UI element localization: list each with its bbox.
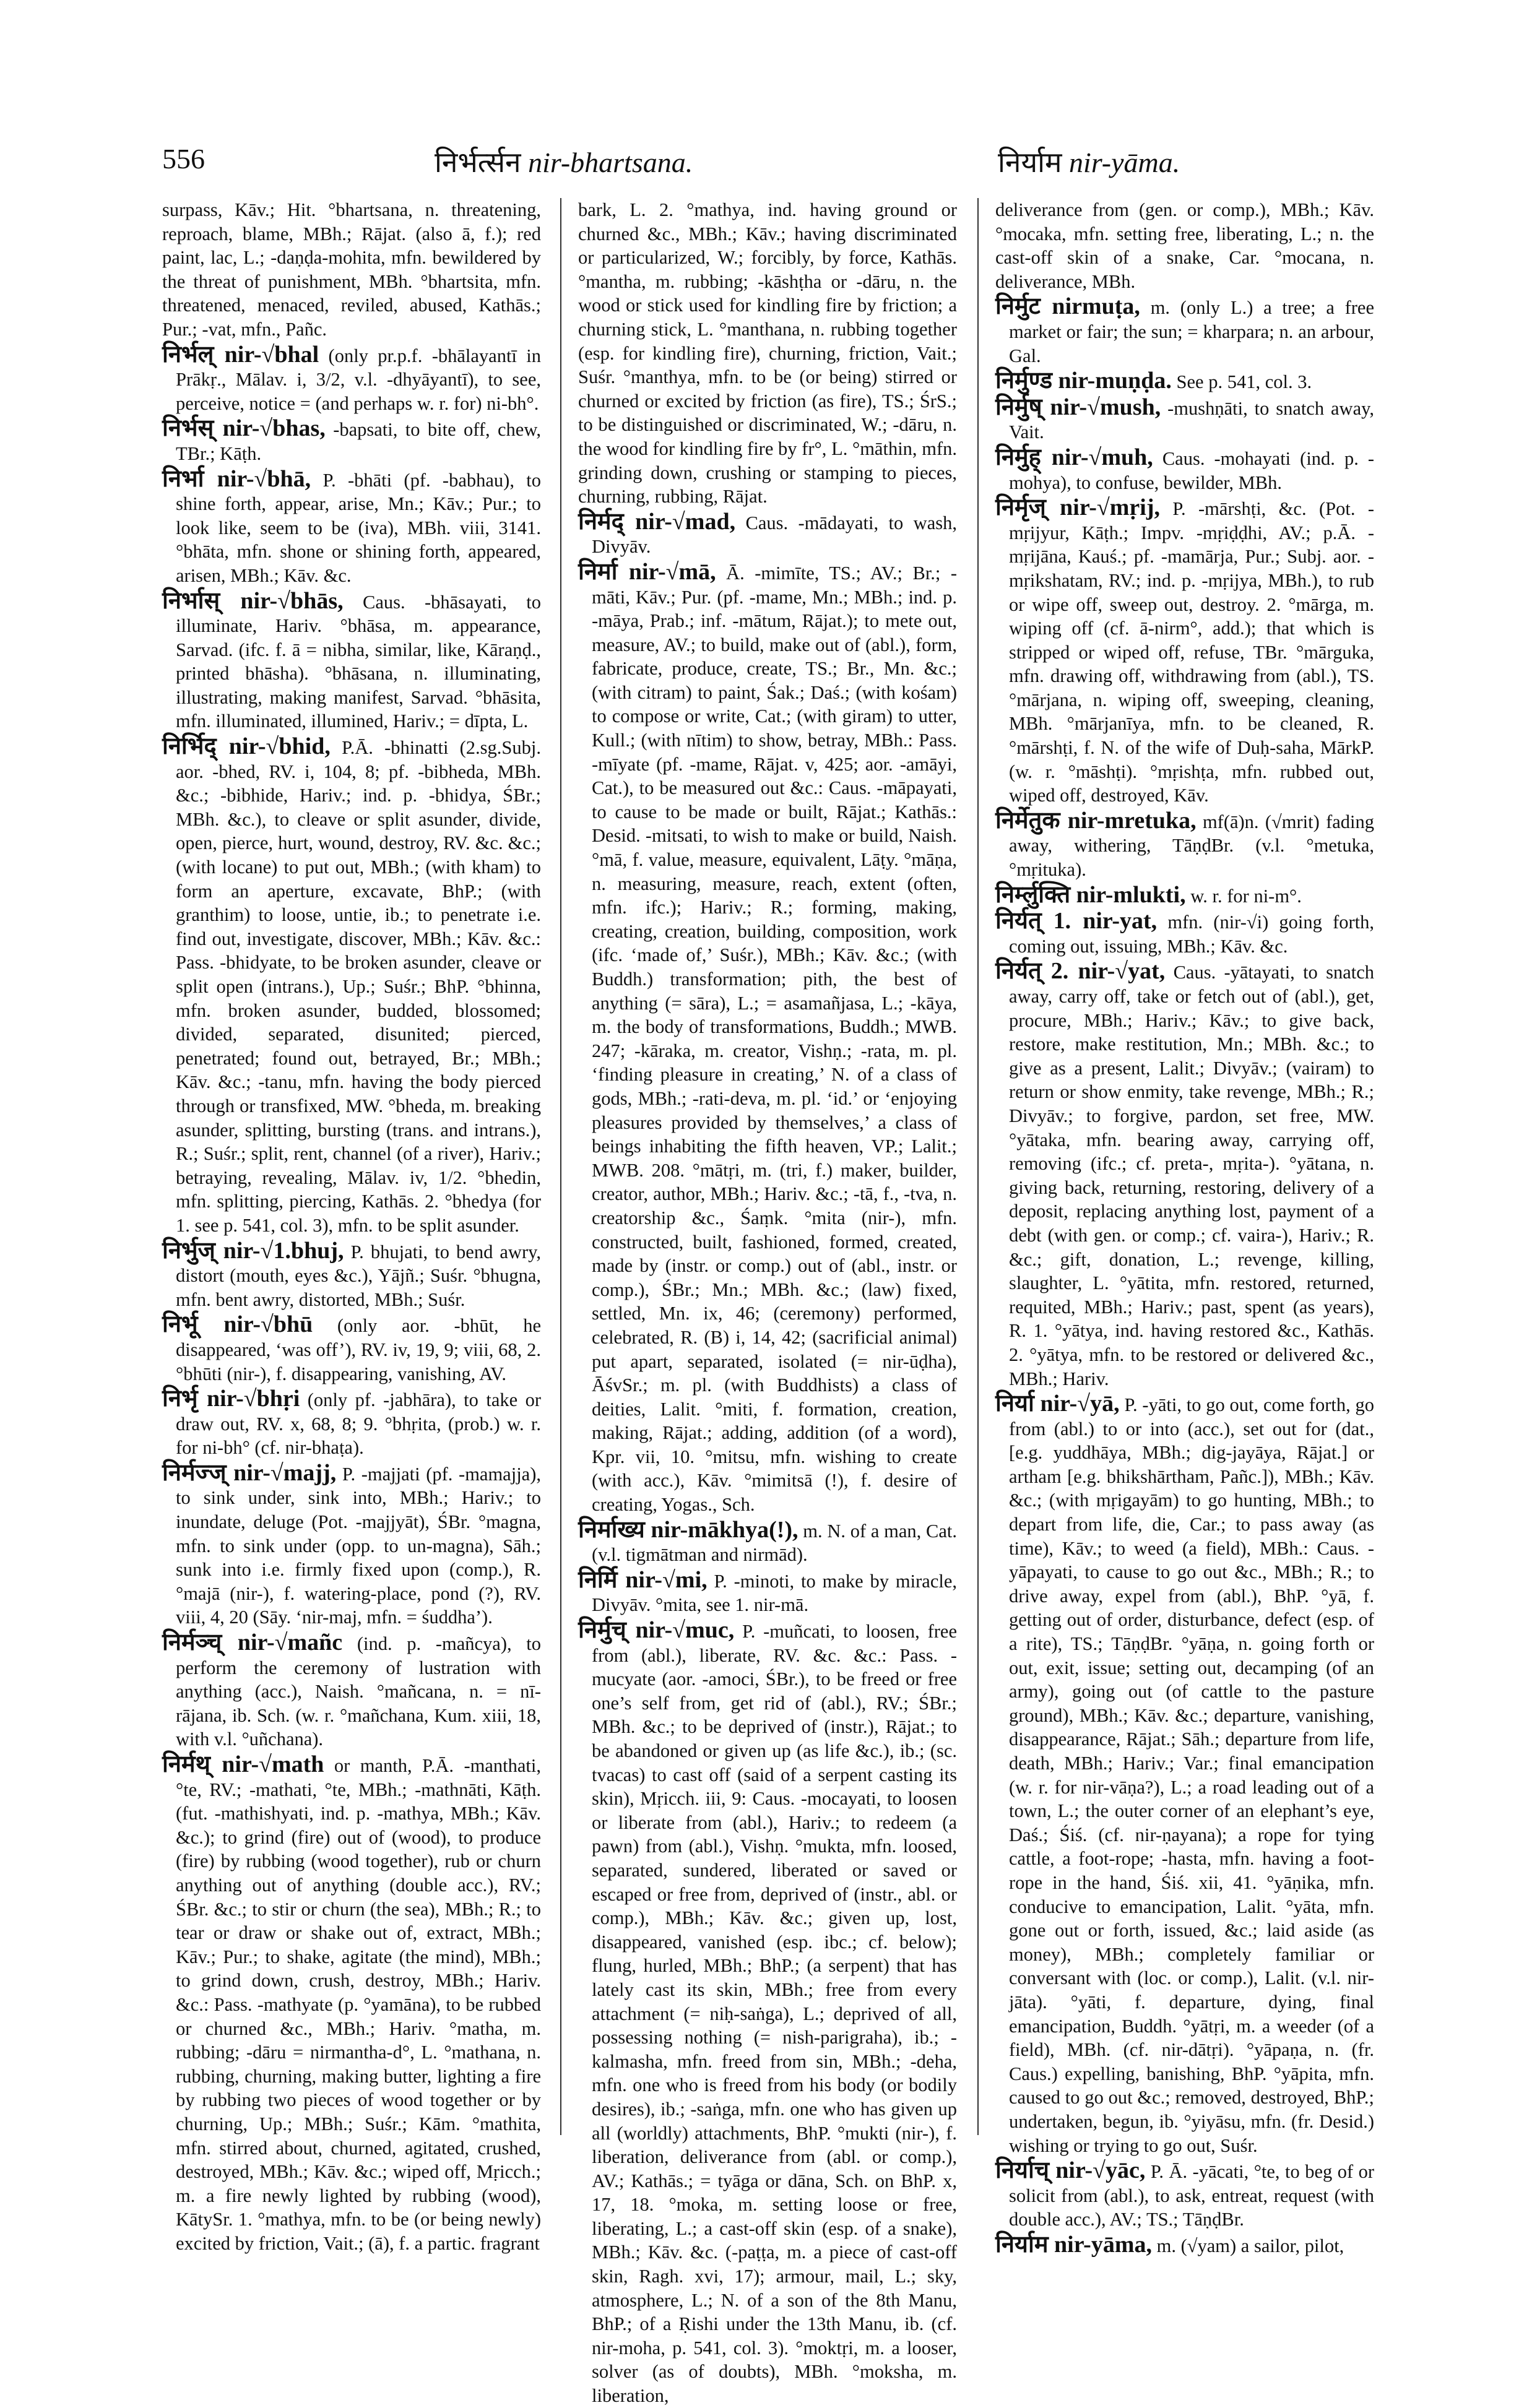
entry-headword: निर्मुह् nir-√muh, bbox=[995, 444, 1153, 470]
dictionary-entry bbox=[162, 416, 541, 465]
entry-text: w. r. for ni-m°. bbox=[1190, 885, 1302, 907]
dictionary-entry bbox=[995, 295, 1374, 368]
right-head-translit: nir-yāma. bbox=[1069, 147, 1180, 178]
dictionary-entry bbox=[995, 809, 1374, 882]
entry-headword: निर्मञ्च् nir-√mañc bbox=[162, 1629, 343, 1656]
entry-text: P.Ā. -bhinatti (2.sg.Subj. aor. -bhed, RV. i, 104, 8; pf. -bibheda, MBh. &c.; -bibhide, Hariv.; ind. p. -bhidya, ŚBr.; MBh. &c.), to cleave or split asunder, divide, open, pierce, hurt, wound, destroy, RV. &c. &c.; (with locane) to put out, MBh.; (with kham) to form an aperture, excavate, BhP.; (with granthim) to loose, untie, ib.; to penetrate i.e. find out, investigate, discover, MBh.; Kāv. &c.: Pass. -bhidyate, to be broken asunder, cleave or split open (intrans.), Up.; Suśr.; BhP. °bhinna, mfn. broken asunder, budded, blossomed; divided, separated, disunited; pierced, penetrated; found out, betrayed, Br.; MBh.; Kāv. &c.; -tanu, mfn. having the body pierced through or transfixed, MW. °bheda, m. breaking asunder, splitting, bursting (trans. and intrans.), R.; Suśr.; split, rent, channel (of a river), Hariv.; betraying, revealing, Mālav. iv, 1/2. °bhedin, mfn. splitting, piercing, Kathās. 2. °bhedya (for 1. see p. 541, col. 3), mfn. to be split asunder. bbox=[176, 737, 541, 1236]
entry-text: Caus. -mohayati (ind. p. -mohya), to confuse, bewilder, MBh. bbox=[1009, 447, 1374, 493]
entry-text: (only aor. -bhūt, he disappeared, ‘was off’), RV. iv, 19, 9; viii, 68, 2. °bhūti (nir-), f. disappearing, vanishing, AV. bbox=[176, 1315, 541, 1384]
dictionary-entry bbox=[162, 198, 541, 342]
dictionary-entry bbox=[162, 735, 541, 1237]
entry-text: deliverance from (gen. or comp.), MBh.; Kāv. °mocaka, mfn. setting free, liberating, L.; n. the cast-off skin of a snake, Car. °mocana, n. deliverance, MBh. bbox=[995, 199, 1374, 292]
entry-headword: निर्यत् 1. nir-yat, bbox=[995, 908, 1158, 934]
entry-headword: निर्मद् nir-√mad, bbox=[578, 508, 736, 535]
dictionary-entry bbox=[995, 496, 1374, 808]
entry-headword: निर्भुज् nir-√1.bhuj, bbox=[162, 1237, 344, 1264]
entry-text: P. -bhāti (pf. -babhau), to shine forth, appear, arise, Mn.; Kāv.; Pur.; to look like, seem to be (iva), MBh. viii, 3141. °bhāta, mfn. shone or shining forth, appeared, arisen, MBh.; Kāv. &c. bbox=[176, 469, 541, 586]
entry-headword: निर्मुट nirmuṭa, bbox=[995, 293, 1140, 320]
right-head-devanagari: निर्याम bbox=[998, 147, 1062, 178]
entry-text: Ā. -mimīte, TS.; AV.; Br.; -māti, Kāv.; Pur. (pf. -mame, Mn.; MBh.; ind. p. -māya, Prab.; inf. -mātum, Rājat.); to mete out, measure, AV.; to build, make out of (abl.), form, fabricate, produce, create, TS.; Br., Mn. &c.; (with citram) to paint, Śak.; Daś.; (with kośam) to compose or write, Cat.; (with giram) to utter, Kull.; (with nītim) to show, betray, MBh.: Pass. -mīyate (pf. -mame, Rājat. v, 425; aor. -amāyi, Cat.), to be measured out &c.: Caus. -māpayati, to cause to be made or built, Rājat.; Kathās.: Desid. -mitsati, to wish to make or build, Naish. °mā, f. value, measure, equivalent, Lāṭy. °māṇa, n. measuring, measure, reach, extent (often, mfn. ifc.); Hariv.; R.; forming, making, creating, creation, building, composition, work (ifc. ‘made of,’ Suśr.), MBh.; Kāv. &c.; (with Buddh.) transformation; pith, the best of anything (= sāra), L.; = asamañjasa, L.; -kāya, m. the body of transformations, Buddh.; MWB. 247; -kāraka, m. creator, Vishṇ.; -rata, m. pl. ‘finding pleasure in creating,’ N. of a class of gods, MBh.; -rati-deva, m. pl. ‘id.’ or ‘enjoying pleasures provided by themselves,’ a class of beings inhabiting the fifth heaven, VP.; Lalit.; MWB. 208. °mātṛi, m. (tri, f.) maker, builder, creator, author, MBh.; Hariv. &c.; -tā, f., -tva, n. creatorship &c., Śaṃk. °mita (nir-), mfn. constructed, built, fashioned, formed, created, made by (instr. or comp.) out of (abl., instr. or comp.), ŚBr.; Mn.; MBh. &c.; (law) fixed, settled, Mn. ix, 46; (ceremony) performed, celebrated, R. (B) i, 14, 42; (sacrificial animal) put apart, separated, isolated (= nir-ūḍha), ĀśvSr.; m. pl. (with Buddhists) a class of deities, Lalit. °miti, f. formation, creation, making, Rājat.; adding, addition (of a word), Kpr. vii, 10. °mitsu, mfn. wishing to create (with acc.), Kāv. °mimitsā (!), f. desire of creating, Yogas., Sch. bbox=[592, 562, 957, 1516]
entry-headword: निर्भल् nir-√bhal bbox=[162, 341, 319, 368]
dictionary-entry bbox=[995, 883, 1374, 908]
dictionary-entry bbox=[995, 2159, 1374, 2232]
dictionary-entry bbox=[995, 959, 1374, 1391]
entry-text: See p. 541, col. 3. bbox=[1176, 371, 1312, 393]
dictionary-entry bbox=[578, 560, 957, 1517]
entry-text: P. Ā. -yācati, °te, to beg of or solicit from (abl.), to ask, entreat, request (with double acc.), AV.; TS.; TāṇḍBr. bbox=[1009, 2161, 1375, 2230]
entry-headword: निर्मा nir-√mā, bbox=[578, 558, 716, 585]
column-2 bbox=[578, 198, 957, 2407]
dictionary-entry bbox=[995, 909, 1374, 958]
entry-headword: निर्मुच् nir-√muc, bbox=[578, 1617, 735, 1644]
page-header bbox=[162, 142, 1374, 186]
entry-headword: निर्भा nir-√bhā, bbox=[162, 465, 311, 492]
entry-text: (ind. p. -mañcya), to perform the ceremony of lustration with anything (acc.), Naish. °mañcana, n. = nī-rājana, ib. Sch. (w. r. °mañchana, Kum. xiii, 18, with v.l. °uñchana). bbox=[176, 1633, 541, 1750]
entry-text: Caus. -mādayati, to wash, Divyāv. bbox=[592, 512, 957, 558]
entry-text: mf(ā)n. (√mrit) fading away, withering, TāṇḍBr. (v.l. °metuka, °mṛituka). bbox=[1009, 811, 1374, 881]
entry-headword: निर्मुण्ड nir-muṇḍa. bbox=[995, 368, 1172, 394]
dictionary-entry bbox=[995, 2233, 1374, 2258]
dictionary-entry bbox=[162, 343, 541, 416]
left-head-translit: nir-bhartsana. bbox=[528, 147, 693, 178]
entry-headword: निर्मज्ज् nir-√majj, bbox=[162, 1459, 337, 1486]
dictionary-entry bbox=[162, 1239, 541, 1312]
entry-headword: निर्भस् nir-√bhas, bbox=[162, 415, 326, 442]
entry-text: m. N. of a man, Cat. (v.l. tigmātman and nirmād). bbox=[592, 1520, 957, 1566]
entry-text: Caus. -yātayati, to snatch away, carry off, take or fetch out of (abl.), get, procure, MBh.; Hariv.; Kāv.; to give back, restore, make restitution, Mn.; MBh. &c.; to give as a present, Lalit.; Divyāv.; (vairam) to return or show enmity, take revenge, MBh.; R.; Divyāv.; to forgive, pardon, set free, MW. °yātaka, mfn. bearing away, carrying off, removing (ifc.; cf. preta-, mṛita-). °yātana, n. giving back, returning, restoring, delivery of a deposit, replacing anything lost, payment of a debt (with gen. or comp.; cf. vaira-), Hariv.; R. &c.; gift, donation, L.; revenge, killing, slaughter, L. °yātita, mfn. restored, returned, requited, MBh.; Hariv.; past, spent (as years), R. 1. °yātya, ind. having restored &c., Kathās. 2. °yātya, mfn. to be restored or delivered &c., MBh.; Hariv. bbox=[1009, 962, 1374, 1389]
dictionary-entry bbox=[162, 1631, 541, 1751]
entry-headword: निर्मुष् nir-√mush, bbox=[995, 394, 1161, 420]
entry-headword: निर्मथ् nir-√math bbox=[162, 1751, 324, 1777]
dictionary-entry bbox=[162, 589, 541, 734]
entry-text: or manth, P.Ā. -manthati, °te, RV.; -mathati, °te, MBh.; -mathnāti, Kāṭh. (fut. -mathishyati, ind. p. -mathya, MBh.; Kāv. &c.); to grind (fire) out of (wood), to produce (fire) by rubbing (wood together), rub or churn anything out of anything (double acc.), RV.; ŚBr. &c.; to stir or churn (the sea), MBh.; R.; to tear or draw or shake out of, extract, MBh.; Kāv.; Pur.; to shake, agitate (the mind), MBh.; to grind down, crush, destroy, MBh.; Hariv. &c.: Pass. -mathyate (p. °yamāna), to be rubbed or churned &c., MBh.; Hariv. °matha, m. rubbing; -dāru = nirmantha-d°, L. °mathana, n. rubbing, churning, making butter, lighting a fire by rubbing two pieces of wood together or by churning, Up.; MBh.; Suśr.; Kām. °mathita, mfn. stirred about, churned, agitated, crushed, destroyed, MBh.; Kāv. &c.; wiped off, Mṛicch.; m. a fire newly lighted by rubbing (wood), KātySr. 1. °mathya, mfn. to be (or being newly) excited by friction, Vait.; (ā), f. a partic. fragrant bbox=[176, 1755, 541, 2254]
column-1 bbox=[162, 198, 542, 2254]
entry-headword: निर्याम nir-yāma, bbox=[995, 2231, 1152, 2258]
entry-headword: निर्म्लुक्ति nir-mlukti, bbox=[995, 881, 1186, 908]
dictionary-entry bbox=[995, 395, 1374, 444]
columns bbox=[162, 198, 1375, 2407]
dictionary-entry bbox=[995, 446, 1374, 494]
dictionary-entry bbox=[162, 1313, 541, 1386]
dictionary-entry bbox=[995, 198, 1374, 293]
entry-text: P. bhujati, to bend awry, distort (mouth, eyes &c.), Yājñ.; Suśr. °bhugna, mfn. bent awry, distorted, MBh.; Suśr. bbox=[176, 1241, 542, 1310]
dictionary-entry bbox=[162, 1753, 541, 2255]
entry-text: P. -mārshṭi, &c. (Pot. -mṛijyur, Kāṭh.; Impv. -mṛiḍḍhi, AV.; p.Ā. -mṛijāna, Kauś.; pf. -mamārja, Pur.; Subj. aor. -mṛikshatam, RV.; ind. p. -mṛijya, MBh.), to rub or wipe off, sweep out, destroy. 2. °mārga, m. wiping off (cf. ā-nirm°, add.); that which is stripped or wiped off, refuse, TBr. °mārguka, mfn. drawing off, withdrawing from (abl.), TS. °mārjana, n. wiping off, sweeping, cleaning, MBh. °mārjanīya, mfn. to be cleaned, R. °mārshṭi, f. N. of the wife of Duḥ-saha, MārkP. (w. r. °māshṭi). °mṛishṭa, mfn. rubbed out, wiped off, destroyed, Kāv. bbox=[1009, 498, 1374, 806]
entry-text: m. (√yam) a sailor, pilot, bbox=[1156, 2235, 1344, 2256]
entry-headword: निर्या nir-√yā, bbox=[995, 1391, 1120, 1417]
entry-headword: निर्माख्य nir-mākhya(!), bbox=[578, 1516, 798, 1543]
entry-text: mfn. (nir-√i) going forth, coming out, issuing, MBh.; Kāv. &c. bbox=[1009, 912, 1374, 957]
entry-text: P. -muñcati, to loosen, free from (abl.), liberate, RV. &c. &c.: Pass. -mucyate (aor. -amoci, ŚBr.), to be freed or free one’s self from, get rid of (abl.), RV.; ŚBr.; MBh. &c.; to be deprived of (instr.), Rājat.; to be abandoned or given up (as life &c.), ib.; (sc. tvacas) to cast off (said of a serpent casting its skin), Mṛicch. iii, 9: Caus. -mocayati, to loosen or liberate from (abl.), Hariv.; to redeem (a pawn) from (abl.), Vishṇ. °mukta, mfn. loosed, separated, sundered, liberated or saved or escaped or free from, deprived of (instr., abl. or comp.), MBh.; Kāv. &c.; given up, lost, disappeared, vanished (esp. ibc.; cf. below); flung, hurled, MBh.; BhP.; (a serpent) that has lately cast its skin, MBh.; free from every attachment (= niḥ-saṅga), L.; deprived of all, possessing nothing (= nish-parigraha), ib.; -kalmasha, mfn. freed from sin, MBh.; -deha, mfn. one who is freed from his body (or bodily desires), ib.; -saṅga, mfn. one who has given up all (worldly) attachments, BhP. °mukti (nir-), f. liberation, deliverance from (abl. or comp.), AV.; Kathās.; = tyāga or dāna, Sch. on BhP. x, 17, 18. °moka, m. setting loose or free, liberating, L.; a cast-off skin (esp. of a snake), MBh.; Kāv. &c. (-paṭṭa, m. a piece of cast-off skin, Ragh. xvi, 17); armour, mail, L.; sky, atmosphere, L.; N. of a son of the 8th Manu, BhP.; of a Ṛishi under the 13th Manu, ib. (cf. nir-moha, p. 541, col. 3). °moktṛi, m. a looser, solver (as of doubts), MBh. °moksha, m. liberation, bbox=[592, 1621, 957, 2407]
entry-headword: निर्याच् nir-√yāc, bbox=[995, 2157, 1146, 2184]
entry-text: P. -yāti, to go out, come forth, go from (abl.) to or into (acc.), set out for (dat., [e.g. yuddhāya, MBh.; dig-jayāya, Rājat.] or artham [e.g. bhikshārtham, Pañc.]), MBh.; Kāv. &c.; (with mṛigayām) to go hunting, MBh.; to depart from life, die, Car.; to pass away (as time), Kāv.; to weed (a field), MBh.: Caus. -yāpayati, to cause to go out &c., MBh.; R.; to drive away, expel from (abl.), BhP. °yā, f. getting out of order, disturbance, defect (esp. of a rite), TS.; TāṇḍBr. °yāṇa, n. going forth or out, exit, issue; setting out, decamping (of an army), going out (of cattle to the pasture ground), MBh.; Kāv. &c.; departure, vanishing, disappearance, Rājat.; Sāh.; departure from life, death, MBh.; Hariv.; Var.; final emancipation (w. r. for nir-vāṇa?), L.; a road leading out of a town, L.; the outer corner of an elephant’s eye, Daś.; Śiś. (cf. nir-ṇayana); a rope for tying cattle, a foot-rope; -hasta, mfn. having a foot-rope in the hand, Śiś. xii, 41. °yāṇika, mfn. conducive to emancipation, Lalit. °yāta, mfn. gone out or forth, issued, &c.; laid aside (as money), MBh.; completely familiar or conversant with (loc. or comp.), Lalit. (v.l. nir-jāta). °yāti, f. departure, dying, final emancipation, Buddh. °yātṛi, m. a weeder (of a field), MBh. (cf. nir-dātṛi). °yāpaṇa, n. (fr. Caus.) expelling, banishing, BhP. °yāpita, mfn. caused to go out &c.; removed, destroyed, BhP.; undertaken, begun, ib. °yiyāsu, mfn. (fr. Desid.) wishing or trying to go out, Suśr. bbox=[1009, 1394, 1374, 2156]
column-3 bbox=[995, 198, 1375, 2258]
entry-headword: निर्मृज् nir-√mṛij, bbox=[995, 494, 1161, 521]
page-number: 556 bbox=[162, 143, 205, 175]
dictionary-entry bbox=[162, 1461, 541, 1629]
entry-text: m. (only L.) a tree; a free market or fair; the sun; = kharpara; n. an arbour, Gal. bbox=[1009, 297, 1374, 366]
right-running-head bbox=[998, 142, 1180, 181]
dictionary-entry bbox=[578, 198, 957, 509]
entry-headword: निर्यत् 2. nir-√yat, bbox=[995, 958, 1166, 985]
entry-headword: निर्भिद् nir-√bhid, bbox=[162, 733, 331, 760]
entry-headword: निर्भास् nir-√bhās, bbox=[162, 587, 344, 614]
entry-text: (only pf. -jabhāra), to take or draw out, RV. x, 68, 8; 9. °bhṛita, (prob.) w. r. for ni-bh° (cf. nir-bhaṭa). bbox=[176, 1389, 541, 1459]
dictionary-entry bbox=[162, 467, 541, 588]
dictionary-entry bbox=[162, 1387, 541, 1460]
entry-text: (only pr.p.f. -bhālayantī in Prākṛ., Mālav. i, 3/2, v.l. -dhyāyantī), to see, perceive, notice = (and perhaps w. r. for) ni-bh°. bbox=[176, 345, 541, 414]
entry-headword: निर्भू nir-√bhū bbox=[162, 1311, 313, 1338]
entry-text: bark, L. 2. °mathya, ind. having ground or churned &c., MBh.; Kāv.; having discriminated or particularized, W.; forcibly, by force, Kathās. °mantha, m. rubbing; -kāshṭha or -dāru, n. the wood or stick used for kindling fire by friction; a churning stick, L. °manthana, n. rubbing together (esp. for kindling fire), churning, friction, Vait.; Suśr. °manthya, mfn. to be (or being) stirred or churned or excited by friction (as fire), TS.; ŚrS.; to be distinguished or discriminated, W.; -dāru, n. the wood for kindling fire by fr°, L. °māthin, mfn. grinding down, crushing or stamping to pieces, churning, rubbing, Rājat. bbox=[578, 199, 957, 507]
entry-headword: निर्भृ nir-√bhṛi bbox=[162, 1386, 300, 1412]
dictionary-entry bbox=[995, 369, 1374, 394]
entry-text: P. -minoti, to make by miracle, Divyāv. °mita, see 1. nir-mā. bbox=[592, 1570, 957, 1616]
dictionary-entry bbox=[995, 1392, 1374, 2157]
entry-text: P. -majjati (pf. -mamajja), to sink under, sink into, MBh.; Hariv.; to inundate, deluge (Pot. -majjyāt), ŚBr. °magna, mfn. to sink under (opp. to un-magna), Sāh.; sunk into i.e. firmly fixed upon (comp.), R. °majā (nir-), f. watering-place, pond (?), RV. viii, 4, 20 (Sāy. ‘nir-maj, mfn. = śuddha’). bbox=[176, 1463, 541, 1628]
dictionary-entry bbox=[578, 510, 957, 559]
dictionary-entry bbox=[578, 1618, 957, 2408]
entry-text: Caus. -bhāsayati, to illuminate, Hariv. °bhāsa, m. appearance, Sarvad. (ifc. f. ā = nibha, similar, like, Kāraṇḍ., printed bhāsha). °bhāsana, n. illuminating, illustrating, making manifest, Sarvad. °bhāsita, mfn. illuminated, illumined, Hariv.; = dīpta, L. bbox=[176, 591, 542, 732]
left-running-head bbox=[435, 142, 693, 181]
dictionary-entry bbox=[578, 1568, 957, 1617]
entry-text: -mushṇāti, to snatch away, Vait. bbox=[1009, 397, 1374, 443]
dictionary-entry bbox=[578, 1518, 957, 1567]
left-head-devanagari: निर्भर्त्सन bbox=[435, 147, 521, 178]
entry-headword: निर्मि nir-√mi, bbox=[578, 1566, 708, 1593]
entry-headword: निर्मेतुक nir-mretuka, bbox=[995, 807, 1197, 834]
entry-text: -bapsati, to bite off, chew, TBr.; Kāṭh. bbox=[176, 419, 541, 464]
entry-text: surpass, Kāv.; Hit. °bhartsana, n. threatening, reproach, blame, MBh.; Rājat. (also ā, f.); red paint, lac, L.; -daṇḍa-mohita, mfn. bewildered by the threat of punishment, MBh. °bhartsita, mfn. threatened, menaced, reviled, abused, Kathās.; Pur.; -vat, mfn., Pañc. bbox=[162, 199, 541, 340]
